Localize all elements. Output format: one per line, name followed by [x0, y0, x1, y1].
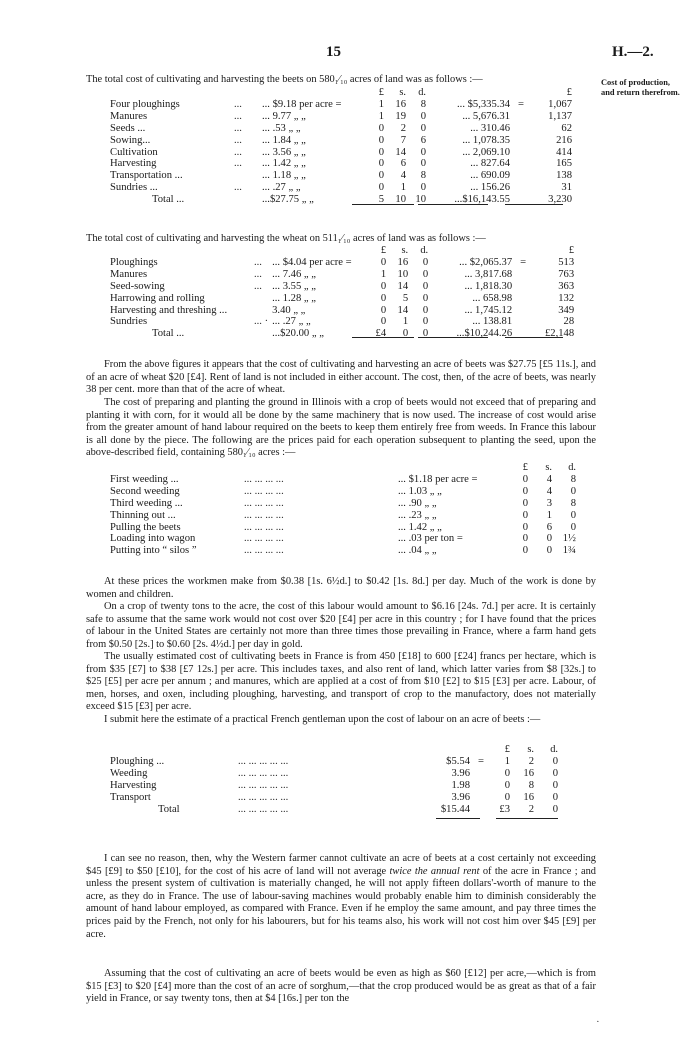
table-row: Manures ... ... 7.46 „ „ 1 10 0 ... 3,817.68 763	[110, 268, 575, 280]
rule-line	[436, 818, 480, 819]
table-total-row: Total ... ...$20.00 „ „ £4 0 0 ...$10,244.26 £2,148	[152, 328, 575, 340]
rule-line	[352, 337, 414, 338]
paragraph: The cost of preparing and planting the ground in Illinois with a crop of beets would not exceed that of preparing and planting it with corn, for it would all be done by the same machinery that is now used. The increase of cost would arise from the greater amount of hand labour required on the beets to keep them entirely free from weeds. In France this labour is all done by the piece. The following are the prices paid for each operation subsequent to planting the seed, upon the above-described field, containing 580₁⁄₁₀ acres :—	[86, 397, 596, 459]
table-row: Transportation ... ... 1.18 „ „ 0 4 8 ... 690.09 138	[110, 170, 572, 182]
rule-line	[496, 818, 558, 819]
table-header: £ s. d.	[504, 744, 558, 755]
table-row: Cultivation ... ... 3.56 „ „ 0 14 0 ... 2,069.10 414	[110, 146, 572, 158]
table-row: Sowing... ... ... 1.84 „ „ 0 7 6 ... 1,078.35 216	[110, 134, 572, 146]
table-total-row: Total ... ... ... ... ... $15.44 £3 2 0	[158, 803, 558, 815]
table-row: Seeds ... ... ... .53 „ „ 0 2 0 ... 310.46 62	[110, 122, 572, 134]
margin-note: Cost of production, and return therefrom.	[601, 78, 680, 97]
table-row: Seed-sowing ... ... 3.55 „ „ 0 14 0 ... 1,818.30 363	[110, 280, 575, 292]
rule-line	[418, 337, 488, 338]
table-row: Second weeding ... ... ... ... ... 1.03 „ „ 0 4 0	[110, 485, 576, 497]
table-header: £ s. d. £	[380, 245, 575, 256]
table-row: Ploughings ... ... $4.04 per acre = 0 16 0 ... $2,065.37 = 513	[110, 256, 575, 268]
table-total-row: Total ... ...$27.75 „ „ 5 10 10 ...$16,143.55 3,230	[152, 194, 572, 206]
table-row: Harvesting ... ... 1.42 „ „ 0 6 0 ... 827.64 165	[110, 158, 572, 170]
beets-intro: The total cost of cultivating and harvesting the beets on 580₁⁄₁₀ acres of land was as follows :—	[86, 74, 483, 85]
table-row: Pulling the beets ... ... ... ... ... 1.42 „ „ 0 6 0	[110, 521, 576, 533]
table-row: Third weeding ... ... ... ... ... ... .90 „ „ 0 3 8	[110, 497, 576, 509]
table-row: Harvesting and threshing ... 3.40 „ „ 0 14 0 ... 1,745.12 349	[110, 304, 575, 316]
table-row: Thinning out ... ... ... ... ... ... .23 „ „ 0 1 0	[110, 509, 576, 521]
paragraph: Assuming that the cost of cultivating an acre of beets would be even as high as $60 [£12] per acre,—which is from $15 [£3] to $20 [£4] more than the cost of an acre of sorghum,—that the crop produced would be as great as that of a fair yield in France, or say twenty tons, then at $4 [16s.] per ton the	[86, 968, 596, 1005]
paragraph: On a crop of twenty tons to the acre, the cost of this labour would amount to $6.16 [24s. 7d.] per acre. It is certainly safe to assume that the same work would not cost over $20 [£4] per acre in this country ; for I have found that the prices of labour in the United States are certainly not more than three times those prevailing in France, where a farm hand gets from $0.50 [2s.] to $0.60 [2s. 4½d.] per day in gold.	[86, 601, 596, 650]
paragraph: I submit here the estimate of a practical French gentleman upon the cost of labour on an acre of beets :—	[104, 714, 541, 725]
table-row: Harvesting ... ... ... ... ... 1.98 0 8 0	[110, 779, 558, 791]
labour-price-table	[108, 462, 578, 557]
rule-line	[418, 204, 488, 205]
rule-line	[352, 204, 414, 205]
table-row: Sundries ... ... ... .27 „ „ 0 1 0 ... 156.26 31	[110, 182, 572, 194]
rule-line	[505, 204, 563, 205]
paragraph: The usually estimated cost of cultivating beets in France is from 450 [£18] to 600 [£24] francs per hectare, which is from $35 [£7] to $38 [£7 12s.] per acre. This includes taxes, and also rent of land, which latter varies from $8 [32s.] to $25 [£5] per acre per annum ; and manures, which are applied at a cost of from $10 [£2] to $15 [£3] per acre. Labour, of men, horses, and oxen, including ploughing, harvesting, and transport of crop to the manufactory, does not materially exceed $15 [£3] per acre.	[86, 651, 596, 713]
paragraph: I can see no reason, then, why the Western farmer cannot cultivate an acre of beets at a cost certainly not exceeding $45 [£9] to $50 [£10], for the cost of his acre of land will not average twice the annual rent of the acre in France ; and unless the present system of cultivation is materially changed, he will not apply fifteen dollars'-worth of manure to the acre, as they do in France. The use of labour-saving machines would probably enable him to diminish considerably the amount of hand labour employed, as compared with France. Even if he employ the same amount, and pay three times the prices paid by the French, not only for his labourers, but for his teams also, his work will not cost him over $45 [£9] per acre.	[86, 853, 596, 940]
page-number: 15	[326, 44, 341, 60]
table-row: Manures ... ... 9.77 „ „ 1 19 0 ... 5,676.31 1,137	[110, 110, 572, 122]
french-estimate-table	[108, 744, 560, 815]
table-row: Weeding ... ... ... ... ... 3.96 0 16 0	[110, 767, 558, 779]
beets-cost-table	[108, 87, 574, 206]
table-row: Harrowing and rolling ... 1.28 „ „ 0 5 0 ... 658.98 132	[110, 292, 575, 304]
paragraph: From the above figures it appears that the cost of cultivating and harvesting an acre of beets was $27.75 [£5 11s.], and of an acre of wheat $20 [£4]. Rent of land is not included in either account. The cost, then, of the acre of beets, was nearly 38 per cent. more than that of the acre of wheat.	[86, 359, 596, 396]
table-row: First weeding ... ... ... ... ... ... $1.18 per acre = 0 4 8	[110, 473, 576, 485]
table-row: Putting into “ silos ” ... ... ... ... ... .04 „ „ 0 0 1¾	[110, 545, 576, 557]
document-reference: H.—2.	[612, 44, 654, 60]
wheat-intro: The total cost of cultivating and harvesting the wheat on 511₁⁄₁₀ acres of land was as follows :—	[86, 233, 486, 244]
table-header: £ s. d. £	[378, 87, 572, 98]
rule-line	[505, 337, 563, 338]
table-row: Sundries ... · ... .27 „ „ 0 1 0 ... 138.81 28	[110, 316, 575, 328]
table-row: Four ploughings ... ... $9.18 per acre = 1 16 8 ... $5,335.34 = 1,067	[110, 98, 572, 110]
wheat-cost-table	[108, 245, 576, 340]
table-header: £ s. d.	[522, 462, 576, 473]
page-mark: ·	[596, 1016, 600, 1028]
table-row: Ploughing ... ... ... ... ... ... $5.54 = 1 2 0	[110, 755, 558, 767]
table-row: Transport ... ... ... ... ... 3.96 0 16 0	[110, 791, 558, 803]
emphasis: twice the annual rent	[389, 865, 480, 877]
table-row: Loading into wagon ... ... ... ... ... .03 per ton = 0 0 1½	[110, 533, 576, 545]
paragraph: At these prices the workmen make from $0.38 [1s. 6½d.] to $0.42 [1s. 8d.] per day. Much of the work is done by women and children.	[86, 576, 596, 600]
